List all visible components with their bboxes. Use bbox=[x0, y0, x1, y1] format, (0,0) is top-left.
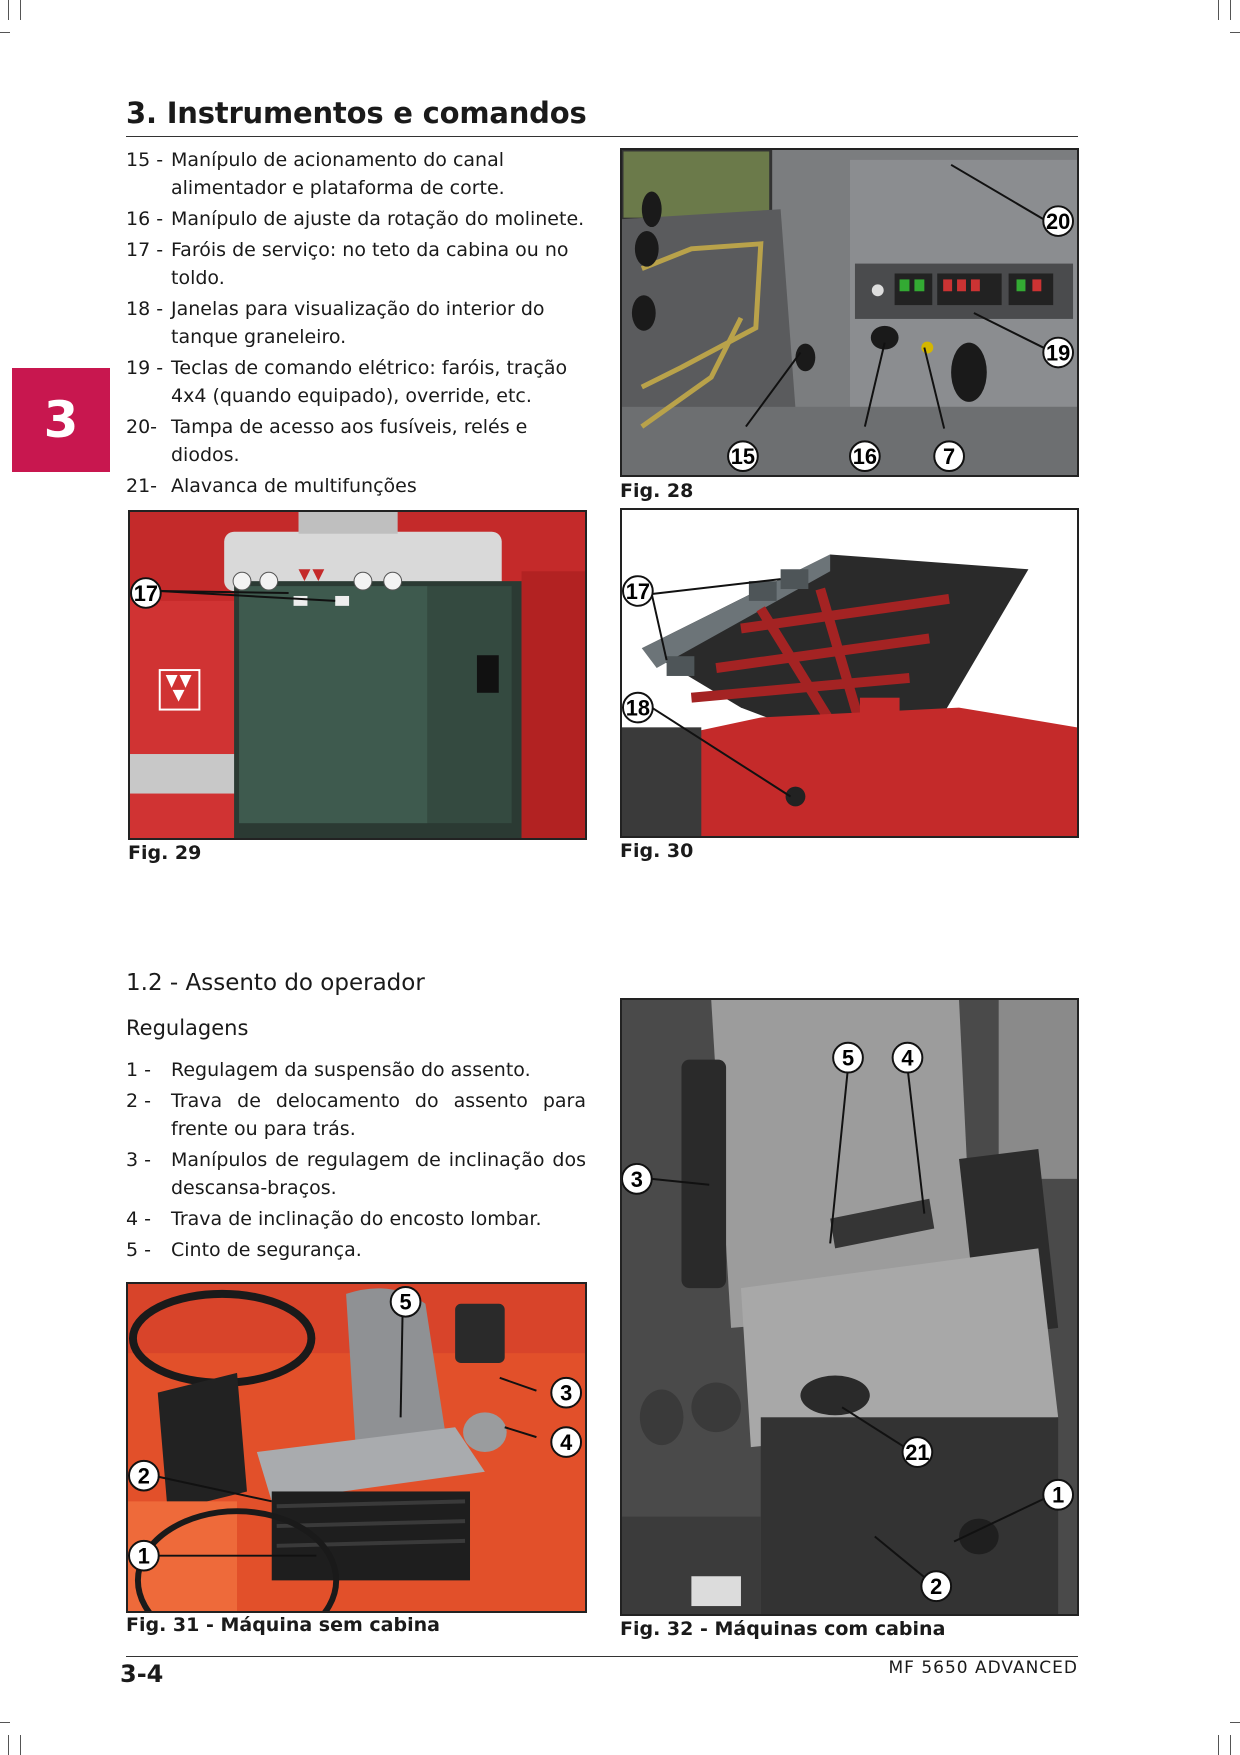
figure-31-photo bbox=[126, 1282, 587, 1613]
crop-mark bbox=[1230, 1722, 1240, 1723]
callout-2 bbox=[129, 1461, 159, 1491]
item-text: Trava de delocamento do assento para frente ou para trás. bbox=[171, 1090, 586, 1140]
sub-heading: Regulagens bbox=[126, 1016, 249, 1040]
callout-1 bbox=[1043, 1480, 1073, 1510]
item-text: Faróis de serviço: no teto da cabina ou no toldo. bbox=[171, 239, 569, 289]
figure-29-photo bbox=[128, 510, 587, 840]
callout-20 bbox=[1043, 206, 1073, 236]
figure-30-photo bbox=[620, 508, 1079, 838]
crop-mark bbox=[1230, 1735, 1231, 1755]
item-number: 2 - bbox=[126, 1090, 151, 1112]
callout-17 bbox=[623, 576, 653, 606]
crop-mark bbox=[8, 1735, 9, 1755]
callout-1 bbox=[129, 1541, 159, 1571]
list-item bbox=[126, 236, 586, 292]
callout-2 bbox=[921, 1571, 951, 1601]
svg-text:1: 1 bbox=[1052, 1482, 1065, 1508]
svg-text:15: 15 bbox=[730, 444, 756, 470]
page-title: 3. Instrumentos e comandos bbox=[126, 96, 587, 130]
callout-7 bbox=[934, 441, 964, 471]
seat-adjustments-list bbox=[126, 1056, 586, 1267]
item-text: Manípulo de ajuste da rotação do molinete. bbox=[171, 208, 585, 230]
figure-32-photo bbox=[620, 998, 1079, 1616]
item-number: 19 - bbox=[126, 357, 164, 379]
svg-text:21: 21 bbox=[905, 1439, 930, 1466]
crop-mark bbox=[20, 1735, 21, 1755]
figure-32-caption: Fig. 32 - Máquinas com cabina bbox=[620, 1618, 946, 1640]
crop-mark bbox=[1218, 0, 1219, 20]
svg-text:16: 16 bbox=[852, 444, 877, 470]
crop-mark bbox=[8, 0, 9, 20]
item-text: Trava de inclinação do encosto lombar. bbox=[171, 1208, 542, 1230]
item-number: 3 - bbox=[126, 1149, 151, 1171]
footer-rule bbox=[126, 1656, 1078, 1657]
svg-text:5: 5 bbox=[399, 1289, 412, 1315]
item-number: 17 - bbox=[126, 239, 164, 261]
svg-text:3: 3 bbox=[560, 1380, 573, 1406]
list-item bbox=[126, 1236, 586, 1264]
item-text: Janelas para visualização do interior do tanque graneleiro. bbox=[171, 298, 545, 348]
list-item bbox=[126, 413, 586, 469]
callout-21 bbox=[903, 1437, 933, 1467]
svg-text:2: 2 bbox=[930, 1574, 943, 1600]
item-number: 4 - bbox=[126, 1208, 151, 1230]
crop-mark bbox=[1230, 0, 1231, 20]
figure-29-caption: Fig. 29 bbox=[128, 842, 202, 864]
callout-3 bbox=[622, 1164, 652, 1194]
crop-mark bbox=[0, 32, 10, 33]
item-number: 15 - bbox=[126, 149, 164, 171]
callout-3 bbox=[551, 1378, 581, 1408]
svg-text:19: 19 bbox=[1046, 340, 1071, 366]
svg-text:17: 17 bbox=[625, 578, 650, 604]
svg-text:4: 4 bbox=[901, 1045, 914, 1071]
callout-4 bbox=[893, 1043, 923, 1073]
item-number: 16 - bbox=[126, 208, 164, 230]
figure-28-caption: Fig. 28 bbox=[620, 480, 694, 502]
page-number: 3-4 bbox=[120, 1660, 164, 1688]
callout-19 bbox=[1043, 338, 1073, 368]
item-text: Manípulo de acionamento do canal alimentador e plataforma de corte. bbox=[171, 149, 505, 199]
item-number: 18 - bbox=[126, 298, 164, 320]
list-item bbox=[126, 205, 586, 233]
svg-text:5: 5 bbox=[841, 1045, 855, 1071]
callout-16 bbox=[850, 441, 880, 471]
callout-18 bbox=[623, 693, 653, 723]
figure-31-caption: Fig. 31 - Máquina sem cabina bbox=[126, 1614, 440, 1636]
svg-text:3: 3 bbox=[630, 1166, 643, 1192]
svg-text:17: 17 bbox=[133, 580, 158, 606]
title-rule bbox=[126, 136, 1078, 137]
item-text: Alavanca de multifunções bbox=[171, 475, 417, 497]
svg-text:1: 1 bbox=[137, 1543, 150, 1569]
list-item bbox=[126, 354, 586, 410]
model-name: MF 5650 ADVANCED bbox=[888, 1658, 1078, 1678]
crop-mark bbox=[1230, 32, 1240, 33]
list-item bbox=[126, 1056, 586, 1084]
crop-mark bbox=[20, 0, 21, 20]
chapter-tab: 3 bbox=[12, 368, 110, 472]
figure-28-photo bbox=[620, 148, 1079, 477]
callout-5 bbox=[391, 1287, 421, 1317]
svg-text:20: 20 bbox=[1046, 209, 1071, 235]
list-item bbox=[126, 295, 586, 351]
list-item bbox=[126, 1205, 586, 1233]
list-item bbox=[126, 472, 586, 500]
item-text: Regulagem da suspensão do assento. bbox=[171, 1059, 531, 1081]
svg-text:4: 4 bbox=[560, 1430, 573, 1455]
item-text: Manípulos de regulagem de inclinação dos descansa-braços. bbox=[171, 1149, 586, 1199]
list-item bbox=[126, 1087, 586, 1143]
callout-5 bbox=[833, 1043, 863, 1073]
item-number: 5 - bbox=[126, 1239, 151, 1261]
callout-17 bbox=[131, 578, 161, 608]
section-heading: 1.2 - Assento do operador bbox=[126, 970, 425, 996]
list-item bbox=[126, 1146, 586, 1202]
figure-30-caption: Fig. 30 bbox=[620, 840, 694, 862]
svg-text:2: 2 bbox=[137, 1463, 150, 1489]
callout-15 bbox=[728, 441, 758, 471]
item-text: Teclas de comando elétrico: faróis, tração 4x4 (quando equipado), override, etc. bbox=[171, 357, 568, 407]
callout-4 bbox=[551, 1427, 581, 1457]
controls-list bbox=[126, 146, 586, 503]
item-number: 1 - bbox=[126, 1059, 151, 1081]
crop-mark bbox=[1218, 1735, 1219, 1755]
svg-text:18: 18 bbox=[625, 695, 650, 721]
item-text: Cinto de segurança. bbox=[171, 1239, 362, 1261]
svg-text:7: 7 bbox=[943, 444, 956, 470]
list-item bbox=[126, 146, 586, 202]
crop-mark bbox=[0, 1722, 10, 1723]
item-number: 20- bbox=[126, 416, 158, 438]
item-text: Tampa de acesso aos fusíveis, relés e diodos. bbox=[171, 416, 528, 466]
item-number: 21- bbox=[126, 475, 158, 497]
